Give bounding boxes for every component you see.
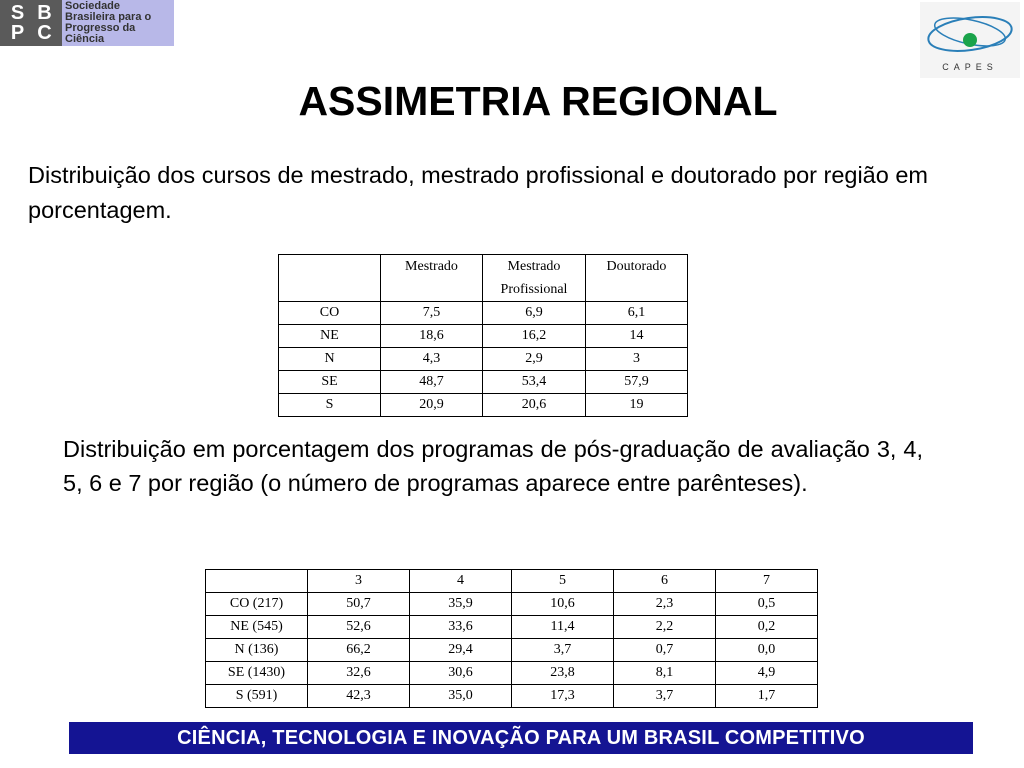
table-row: [279, 325, 688, 348]
value-cell: 20,9: [381, 394, 483, 417]
table-row: [206, 662, 818, 685]
table-header-cell: [279, 255, 381, 302]
value-cell: 10,6: [512, 593, 614, 616]
value-cell: 0,2: [716, 616, 818, 639]
value-cell: 1,7: [716, 685, 818, 708]
region-cell: S: [279, 394, 381, 417]
table-header-cell: Mestrado Profissional: [483, 255, 586, 302]
table-row: [206, 639, 818, 662]
courses-by-region-table: [278, 254, 688, 417]
region-cell: CO (217): [206, 593, 308, 616]
value-cell: 2,3: [614, 593, 716, 616]
table-row: [206, 616, 818, 639]
value-cell: 18,6: [381, 325, 483, 348]
value-cell: 4,3: [381, 348, 483, 371]
table-header-cell: [206, 570, 308, 593]
table-header-cell: 3: [308, 570, 410, 593]
value-cell: 11,4: [512, 616, 614, 639]
region-cell: SE (1430): [206, 662, 308, 685]
value-cell: 23,8: [512, 662, 614, 685]
value-cell: 6,1: [586, 302, 688, 325]
intro2-text: Distribuição em porcentagem dos programas de pós-graduação de avaliação 3, 4, 5, 6 e 7 por região (o número de programas aparece entre parênteses).: [63, 436, 923, 496]
value-cell: 14: [586, 325, 688, 348]
value-cell: 17,3: [512, 685, 614, 708]
value-cell: 4,9: [716, 662, 818, 685]
value-cell: 16,2: [483, 325, 586, 348]
value-cell: 3,7: [512, 639, 614, 662]
value-cell: 35,0: [410, 685, 512, 708]
table-header-cell: 6: [614, 570, 716, 593]
value-cell: 2,9: [483, 348, 586, 371]
sbpc-logo: [0, 0, 174, 46]
intro-text: Distribuição dos cursos de mestrado, mestrado profissional e doutorado por região em porcentagem.: [28, 162, 928, 223]
value-cell: 2,2: [614, 616, 716, 639]
table-header-cell: 5: [512, 570, 614, 593]
value-cell: 42,3: [308, 685, 410, 708]
value-cell: 0,5: [716, 593, 818, 616]
table-header-cell: 7: [716, 570, 818, 593]
table-row: [279, 394, 688, 417]
value-cell: 52,6: [308, 616, 410, 639]
region-cell: N (136): [206, 639, 308, 662]
value-cell: 32,6: [308, 662, 410, 685]
value-cell: 30,6: [410, 662, 512, 685]
value-cell: 33,6: [410, 616, 512, 639]
table-row: [279, 371, 688, 394]
table-row: [206, 593, 818, 616]
table-header-cell: 4: [410, 570, 512, 593]
sbpc-name: Sociedade Brasileira para o Progresso da Ciência: [62, 0, 174, 46]
region-cell: SE: [279, 371, 381, 394]
table-header-cell: Doutorado: [586, 255, 688, 302]
value-cell: 50,7: [308, 593, 410, 616]
table-row: [279, 302, 688, 325]
table-row: [279, 348, 688, 371]
table-row: [206, 685, 818, 708]
sbpc-mark: S B P C: [0, 0, 62, 46]
value-cell: 3,7: [614, 685, 716, 708]
value-cell: 8,1: [614, 662, 716, 685]
value-cell: 35,9: [410, 593, 512, 616]
capes-wordmark: CAPES: [942, 62, 998, 72]
region-cell: NE: [279, 325, 381, 348]
value-cell: 7,5: [381, 302, 483, 325]
region-cell: N: [279, 348, 381, 371]
region-cell: NE (545): [206, 616, 308, 639]
capes-orbit-icon: [920, 2, 1020, 62]
value-cell: 19: [586, 394, 688, 417]
region-cell: CO: [279, 302, 381, 325]
table-header-row: [279, 255, 688, 302]
value-cell: 0,0: [716, 639, 818, 662]
programs-by-grade-table: [205, 569, 818, 708]
region-cell: S (591): [206, 685, 308, 708]
value-cell: 29,4: [410, 639, 512, 662]
value-cell: 6,9: [483, 302, 586, 325]
value-cell: 57,9: [586, 371, 688, 394]
footer-banner: CIÊNCIA, TECNOLOGIA E INOVAÇÃO PARA UM BRASIL COMPETITIVO: [69, 722, 973, 754]
capes-logo: [920, 2, 1020, 78]
value-cell: 20,6: [483, 394, 586, 417]
value-cell: 53,4: [483, 371, 586, 394]
value-cell: 0,7: [614, 639, 716, 662]
value-cell: 66,2: [308, 639, 410, 662]
table-header-row: [206, 570, 818, 593]
value-cell: 3: [586, 348, 688, 371]
table-header-cell: Mestrado: [381, 255, 483, 302]
page-title: ASSIMETRIA REGIONAL: [298, 78, 778, 124]
value-cell: 48,7: [381, 371, 483, 394]
